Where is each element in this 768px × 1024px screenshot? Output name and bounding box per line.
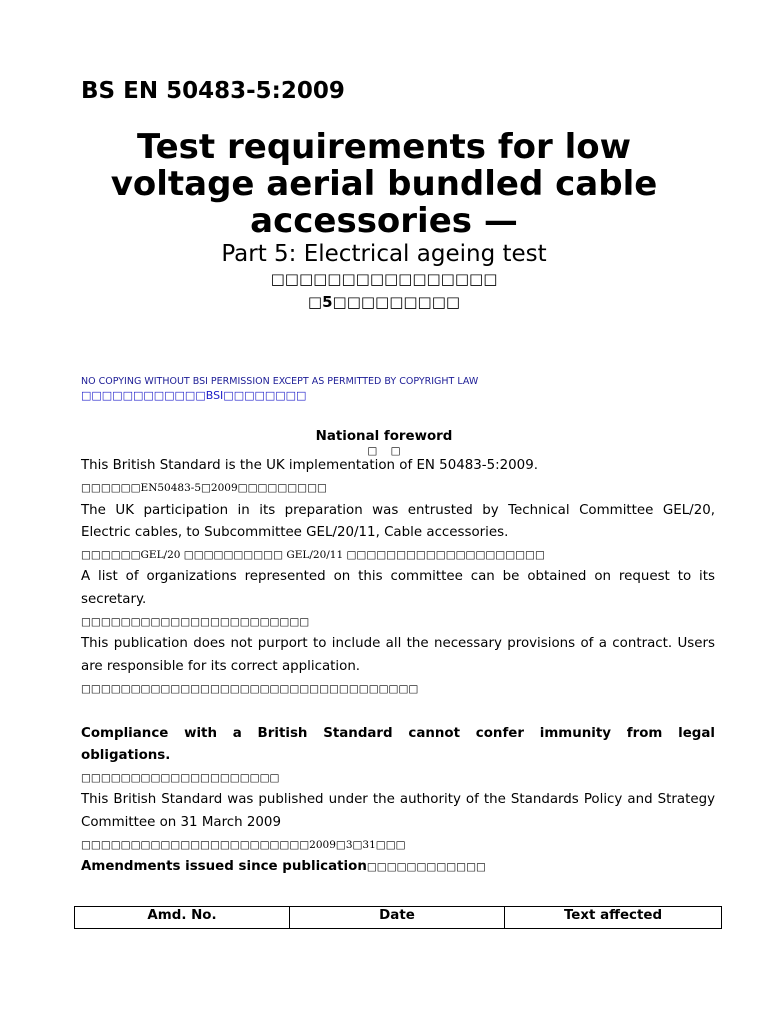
column-header-date: Date — [290, 907, 505, 929]
paragraph-4-line-2: are responsible for its correct application. — [81, 658, 361, 674]
part-title-translation-line: □5□□□□□□□□□ — [307, 293, 461, 311]
paragraph-1-translation: □□□□□□EN50483-5□2009□□□□□□□□□ — [81, 482, 327, 495]
compliance-statement-translation: □□□□□□□□□□□□□□□□□□□□ — [81, 772, 280, 785]
paragraph-2-line-1: The UK participation in its preparation was entrusted by Technical Committee GEL/20, — [81, 502, 715, 518]
paragraph-6-line-2: Committee on 31 March 2009 — [81, 814, 281, 830]
amendments-table — [74, 906, 722, 929]
document-title-translation — [0, 268, 768, 314]
column-header-text-affected: Text affected — [505, 907, 722, 929]
amendments-heading-row — [81, 856, 715, 878]
paragraph-4-line-1: This publication does not purport to include all the necessary provisions of a contract. Users — [81, 636, 715, 652]
amendments-heading: Amendments issued since publication — [81, 859, 367, 875]
document-title-line: Test requirements for low — [136, 127, 632, 167]
foreword-heading-translation: □ □ — [367, 445, 401, 457]
column-header-amd-no: Amd. No. — [75, 907, 290, 929]
document-title-line: voltage aerial bundled cable — [110, 164, 658, 204]
foreword-heading: National foreword — [315, 429, 453, 444]
paragraph-2-translation: □□□□□□GEL/20 □□□□□□□□□□ GEL/20/11 □□□□□□□□□□□□□□□□□□□□ — [81, 549, 545, 562]
paragraph-2-line-2: Electric cables, to Subcommittee GEL/20/11, Cable accessories. — [81, 524, 509, 540]
paragraph-6-translation: □□□□□□□□□□□□□□□□□□□□□□□2009□3□31□□□ — [81, 839, 406, 852]
paragraph-3-line-2: secretary. — [81, 591, 147, 607]
foreword-body — [81, 455, 715, 879]
compliance-statement-line-1: Compliance with a British Standard cannot confer immunity from legal — [81, 725, 715, 741]
paragraph-1-line-1: This British Standard is the UK implementation of EN 50483-5:2009. — [81, 458, 538, 473]
paragraph-3-translation: □□□□□□□□□□□□□□□□□□□□□□□ — [81, 616, 310, 629]
part-title: Part 5: Electrical ageing test — [221, 241, 547, 267]
copyright-notice-translation: □□□□□□□□□□□□BSI□□□□□□□□ — [81, 389, 307, 402]
document-title — [0, 129, 768, 240]
amendments-heading-translation: □□□□□□□□□□□□ — [366, 861, 486, 874]
paragraph-6-line-1: This British Standard was published under the authority of the Standards Policy and Strategy — [81, 792, 715, 808]
copyright-notice: NO COPYING WITHOUT BSI PERMISSION EXCEPT AS PERMITTED BY COPYRIGHT LAW — [81, 376, 479, 387]
standard-number: BS EN 50483-5:2009 — [81, 78, 345, 104]
paragraph-3-line-1: A list of organizations represented on this committee can be obtained on request to its — [81, 569, 715, 585]
document-title-line: accessories — — [250, 201, 518, 241]
title-translation-line: □□□□□□□□□□□□□□□□ — [270, 270, 498, 288]
paragraph-4-translation: □□□□□□□□□□□□□□□□□□□□□□□□□□□□□□□□□□ — [81, 682, 419, 695]
amendments-table-header-row — [75, 907, 722, 929]
compliance-statement-line-2: obligations. — [81, 747, 171, 763]
